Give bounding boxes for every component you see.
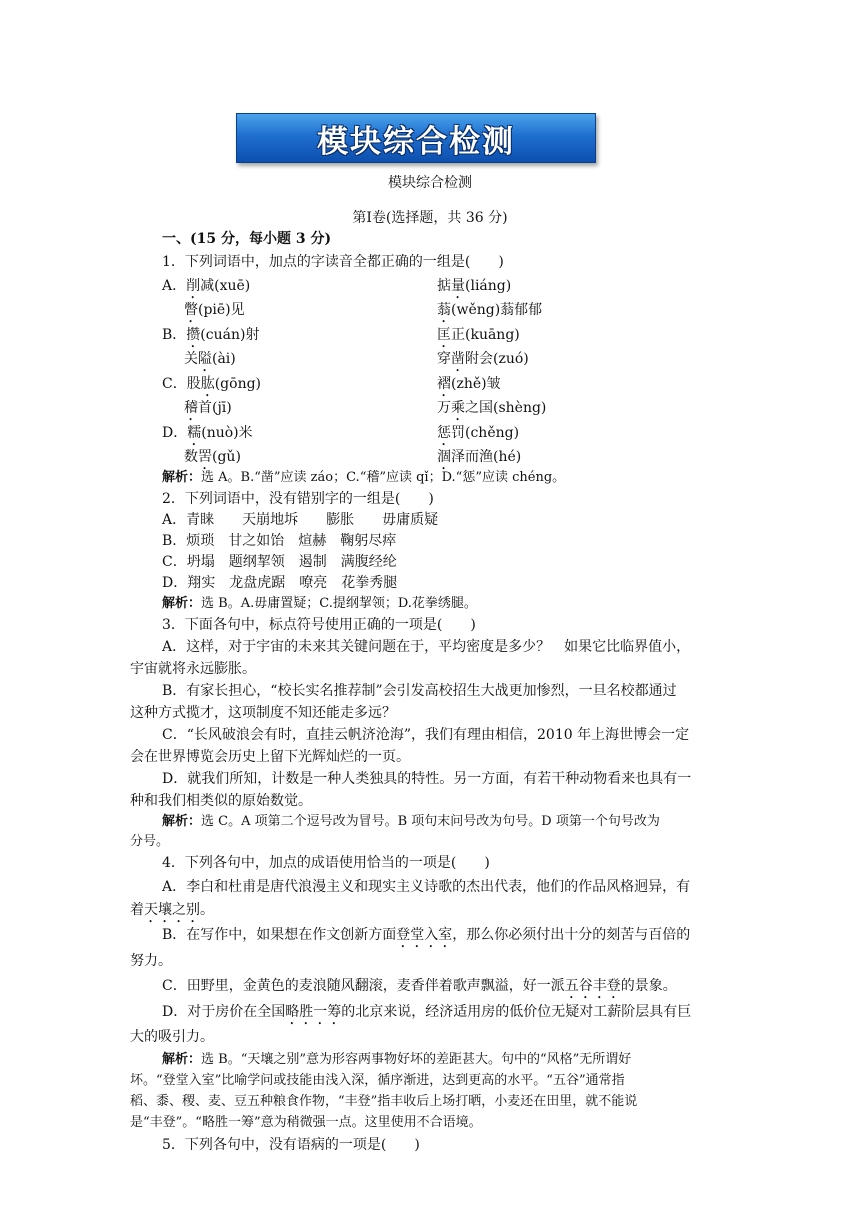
q2-stem: 2．下列词语中，没有错别字的一组是( ) [162, 491, 434, 507]
q2-option-b: B．烦琐 甘之如饴 煊赫 鞠躬尽瘁 [162, 533, 397, 549]
q1-analysis: 解析：选 A。B.“凿”应读 záo；C.“稽”应读 qǐ；D.“惩”应读 chéng。 [162, 470, 566, 485]
q3-stem: 3．下面各句中，标点符号使用正确的一项是( ) [162, 617, 476, 633]
q2-analysis: 解析：选 B。A.毋庸置疑；C.提纲挈领；D.花拳绣腿。 [162, 596, 477, 611]
q4-option-b-line2: 努力。 [130, 953, 172, 969]
q3-analysis-line2: 分号。 [130, 834, 170, 849]
q1-option-d-left2: 数罟(gǔ) [184, 449, 241, 465]
q3-option-d-line1: D．就我们所知，计数是一种人类独具的特性。另一方面，有若干种动物看来也具有一 [162, 771, 692, 787]
banner-title: 模块综合检测 [317, 123, 515, 160]
q4-option-b-line1: B．在写作中，如果想在作文创新方面登堂入室，那么你必须付出十分的刻苦与百倍的 [162, 927, 691, 943]
section-heading: 一、(15 分，每小题 3 分) [162, 231, 332, 247]
q1-option-a-right2: 蓊(wěng)蓊郁郁 [437, 302, 543, 318]
q5-stem: 5．下列各句中，没有语病的一项是( ) [162, 1137, 420, 1153]
q4-option-d-line1: D．对于房价在全国略胜一筹的北京来说，经济适用房的低价位无疑对工薪阶层具有巨 [162, 1004, 692, 1020]
q4-option-d-line2: 大的吸引力。 [130, 1029, 214, 1045]
q1-stem: 1．下列词语中，加点的字读音全都正确的一组是( ) [162, 254, 504, 270]
q2-option-a: A．青睐 天崩地坼 膨胀 毋庸质疑 [162, 512, 439, 528]
q4-analysis-line3: 稻、黍、稷、麦、豆五种粮食作物，“丰登”指丰收后上场打晒，小麦还在田里，就不能说 [130, 1094, 638, 1109]
q3-option-b-line1: B．有家长担心，“校长实名推荐制”会引发高校招生大战更加惨烈，一旦名校都通过 [162, 683, 677, 699]
q1-option-c-right: 褶(zhě)皱 [437, 376, 501, 392]
q1-option-b-right2: 穿凿附会(zuó) [437, 351, 529, 367]
part-title: 第Ⅰ卷(选择题，共 36 分) [352, 210, 508, 226]
q1-option-c-right2: 万乘之国(shèng) [437, 400, 547, 416]
q1-option-c-left2: 稽首(jī) [184, 400, 232, 416]
q4-option-a-line1: A．李白和杜甫是唐代浪漫主义和现实主义诗歌的杰出代表，他们的作品风格迥异，有 [162, 879, 691, 895]
q1-option-b-left2: 关隘(ài) [184, 351, 236, 367]
q1-option-b-left: B．攒(cuán)射 [162, 327, 260, 343]
q1-option-a-left: A．削减(xuē) [162, 278, 251, 294]
title-banner [236, 113, 596, 163]
q4-analysis-line2: 坏。“登堂入室”比喻学问或技能由浅入深，循序渐进，达到更高的水平。“五谷”通常指 [130, 1073, 625, 1088]
q1-option-c-left: C．股肱(gōng) [162, 376, 262, 392]
q1-option-d-left: D．糯(nuò)米 [162, 425, 253, 441]
q1-option-d-right2: 涸泽而渔(hé) [437, 449, 522, 465]
q3-analysis-line1: 解析：选 C。A 项第二个逗号改为冒号。B 项句末问号改为句号。D 项第一个句号改为 [162, 814, 660, 829]
q2-option-c: C．坍塌 题纲挈领 遏制 满腹经纶 [162, 554, 397, 570]
q1-option-b-right: 匡正(kuāng) [437, 327, 520, 343]
q3-option-d-line2: 种和我们相类似的原始数觉。 [130, 793, 312, 809]
q1-option-a-right: 掂量(liáng) [437, 278, 512, 294]
q4-analysis-line4: 是“丰登”。“略胜一筹”意为稍微强一点。这里使用不合语境。 [130, 1115, 482, 1130]
q3-option-c-line1: C．“长风破浪会有时，直挂云帆济沧海”，我们有理由相信，2010 年上海世博会一定 [162, 727, 690, 743]
q4-analysis-line1: 解析：选 B。“天壤之别”意为形容两事物好坏的差距甚大。句中的“风格”无所谓好 [162, 1052, 632, 1067]
q1-option-a-left2: 瞥(piē)见 [184, 302, 245, 318]
q4-stem: 4．下列各句中，加点的成语使用恰当的一项是( ) [162, 855, 490, 871]
subtitle: 模块综合检测 [388, 175, 472, 191]
q1-option-d-right: 惩罚(chěng) [437, 425, 520, 441]
q3-option-c-line2: 会在世界博览会历史上留下光辉灿烂的一页。 [130, 749, 410, 765]
q3-option-b-line2: 这种方式揽才，这项制度不知还能走多远？ [130, 705, 396, 721]
q4-option-c: C．田野里，金黄色的麦浪随风翻滚，麦香伴着歌声飘溢，好一派五谷丰登的景象。 [162, 978, 677, 994]
q3-option-a-line1: A．这样，对于宇宙的未来其关键问题在于，平均密度是多少？ 如果它比临界值小， [162, 639, 691, 655]
q2-option-d: D．翔实 龙盘虎踞 嘹亮 花拳秀腿 [162, 575, 398, 591]
q4-option-a-line2: 着天壤之别。 [130, 902, 214, 918]
q3-option-a-line2: 宇宙就将永远膨胀。 [130, 661, 256, 677]
